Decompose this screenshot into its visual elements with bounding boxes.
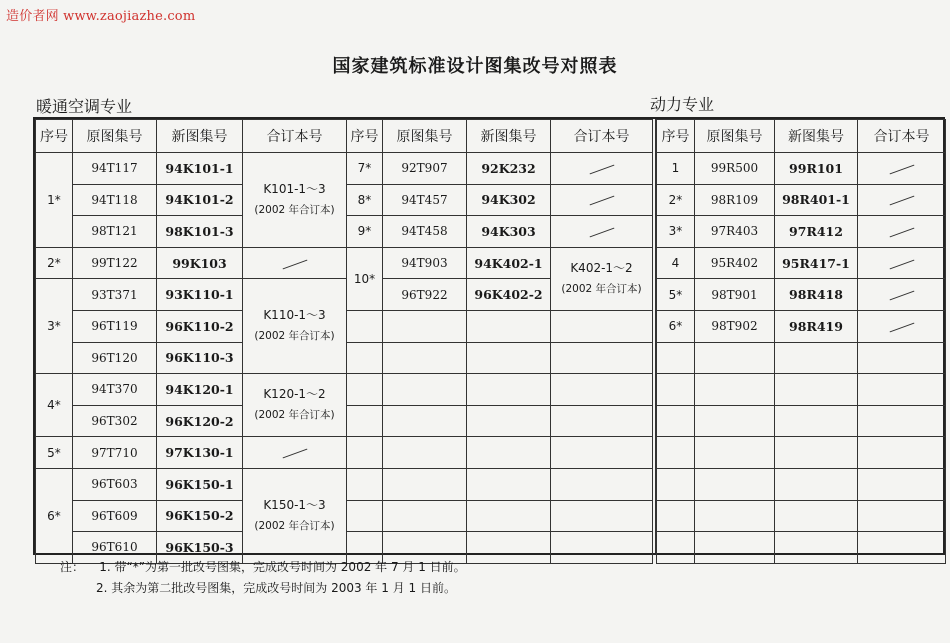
old-code: 96T120	[73, 342, 157, 374]
volume-number: K402-1～2	[570, 260, 633, 275]
empty-cell	[775, 532, 858, 564]
old-code: 94T457	[383, 184, 467, 216]
old-code: 94T458	[383, 216, 467, 248]
serial-number: 2*	[36, 247, 73, 279]
old-code: 93T371	[73, 279, 157, 311]
volume-cell	[551, 216, 653, 248]
header-new-code: 新图集号	[467, 120, 551, 153]
table-row	[657, 216, 946, 248]
empty-cell	[347, 342, 383, 374]
volume-number: K101-1～3	[263, 181, 326, 196]
empty-cell	[775, 437, 858, 469]
page-title: 国家建筑标准设计图集改号对照表	[332, 56, 618, 77]
volume-note: (2002 年合订本)	[561, 282, 642, 295]
empty-cell	[695, 342, 775, 374]
header-volume: 合订本号	[858, 120, 946, 153]
empty-cell	[467, 342, 551, 374]
header-serial: 序号	[36, 120, 73, 153]
table-row	[347, 153, 653, 185]
volume-cell	[551, 184, 653, 216]
empty-cell	[775, 374, 858, 406]
table-hvac-2	[346, 119, 653, 564]
new-code: 98K101-3	[157, 216, 243, 248]
volume-note: (2002 年合订本)	[254, 519, 335, 532]
empty-row	[657, 500, 946, 532]
empty-cell	[551, 405, 653, 437]
new-code: 96K150-2	[157, 500, 243, 532]
notes	[60, 557, 466, 599]
empty-cell	[347, 374, 383, 406]
empty-cell	[467, 437, 551, 469]
empty-cell	[657, 374, 695, 406]
old-code: 99T122	[73, 247, 157, 279]
table-row	[36, 153, 347, 185]
section-title-power: 动力专业	[650, 95, 715, 114]
empty-cell	[551, 310, 653, 342]
old-code: 94T117	[73, 153, 157, 185]
serial-number: 1*	[36, 153, 73, 248]
old-code: 96T302	[73, 405, 157, 437]
empty-slash-mark	[589, 228, 614, 238]
old-code: 98T901	[695, 279, 775, 311]
empty-cell	[551, 532, 653, 564]
empty-cell	[383, 374, 467, 406]
volume-cell	[858, 153, 946, 185]
empty-cell	[551, 468, 653, 500]
empty-cell	[551, 342, 653, 374]
new-code: 94K101-2	[157, 184, 243, 216]
new-code: 96K402-2	[467, 279, 551, 311]
empty-cell	[695, 532, 775, 564]
empty-row	[657, 437, 946, 469]
table-row	[36, 247, 347, 279]
empty-cell	[657, 500, 695, 532]
new-code: 95R417-1	[775, 247, 858, 279]
empty-row	[657, 342, 946, 374]
empty-cell	[383, 310, 467, 342]
header-old-code: 原图集号	[695, 120, 775, 153]
empty-row	[347, 468, 653, 500]
empty-cell	[657, 532, 695, 564]
old-code: 96T603	[73, 468, 157, 500]
empty-cell	[467, 310, 551, 342]
empty-cell	[467, 532, 551, 564]
empty-cell	[858, 500, 946, 532]
volume-cell	[243, 247, 347, 279]
new-code: 94K303	[467, 216, 551, 248]
empty-row	[657, 468, 946, 500]
empty-cell	[695, 468, 775, 500]
volume-cell	[551, 247, 653, 310]
new-code: 94K302	[467, 184, 551, 216]
empty-cell	[467, 500, 551, 532]
volume-note: (2002 年合订本)	[254, 203, 335, 216]
volume-cell	[243, 374, 347, 437]
empty-cell	[347, 310, 383, 342]
table-row	[36, 437, 347, 469]
old-code: 96T119	[73, 310, 157, 342]
new-code: 96K150-1	[157, 468, 243, 500]
empty-slash-mark	[889, 196, 914, 206]
empty-cell	[775, 468, 858, 500]
notes-label: 注：	[60, 560, 85, 574]
old-code: 97R403	[695, 216, 775, 248]
volume-number: K110-1～3	[263, 308, 326, 323]
new-code: 97R412	[775, 216, 858, 248]
table-row	[657, 310, 946, 342]
empty-slash-mark	[889, 291, 914, 301]
empty-cell	[551, 437, 653, 469]
serial-number: 1	[657, 153, 695, 185]
table-row	[36, 468, 347, 500]
header-new-code: 新图集号	[157, 120, 243, 153]
serial-number: 8*	[347, 184, 383, 216]
empty-cell	[858, 437, 946, 469]
table-row	[657, 184, 946, 216]
old-code: 98R109	[695, 184, 775, 216]
empty-cell	[467, 468, 551, 500]
comparison-sheet	[33, 117, 945, 555]
new-code: 96K110-2	[157, 310, 243, 342]
table-power	[656, 119, 946, 564]
old-code: 94T903	[383, 247, 467, 279]
volume-cell	[858, 310, 946, 342]
header-old-code: 原图集号	[383, 120, 467, 153]
empty-cell	[347, 437, 383, 469]
empty-row	[347, 405, 653, 437]
old-code: 98T902	[695, 310, 775, 342]
old-code: 98T121	[73, 216, 157, 248]
volume-cell	[858, 184, 946, 216]
section-title-hvac: 暖通空调专业	[36, 97, 133, 116]
empty-cell	[858, 342, 946, 374]
new-code: 94K120-1	[157, 374, 243, 406]
table-row	[347, 184, 653, 216]
old-code: 97T710	[73, 437, 157, 469]
serial-number: 10*	[347, 247, 383, 310]
volume-cell	[243, 279, 347, 374]
volume-cell	[858, 279, 946, 311]
old-code: 95R402	[695, 247, 775, 279]
new-code: 96K120-2	[157, 405, 243, 437]
new-code: 97K130-1	[157, 437, 243, 469]
volume-number: K120-1～2	[263, 387, 326, 402]
empty-row	[347, 500, 653, 532]
header-serial: 序号	[347, 120, 383, 153]
header-new-code: 新图集号	[775, 120, 858, 153]
new-code: 98R418	[775, 279, 858, 311]
empty-slash-mark	[889, 259, 914, 269]
empty-slash-mark	[589, 164, 614, 174]
empty-cell	[858, 405, 946, 437]
table-row	[36, 279, 347, 311]
volume-cell	[243, 437, 347, 469]
empty-row	[657, 532, 946, 564]
table-row	[657, 279, 946, 311]
new-code: 99R101	[775, 153, 858, 185]
empty-cell	[383, 468, 467, 500]
empty-row	[657, 405, 946, 437]
serial-number: 5*	[657, 279, 695, 311]
new-code: 94K402-1	[467, 247, 551, 279]
empty-row	[347, 374, 653, 406]
serial-number: 6*	[657, 310, 695, 342]
note-1: 1. 带“*”为第一批改号图集，完成改号时间为 2002 年 7 月 1 日前。	[99, 560, 466, 574]
table-hvac-1	[35, 119, 347, 564]
empty-cell	[695, 405, 775, 437]
empty-slash-mark	[889, 228, 914, 238]
empty-slash-mark	[282, 259, 307, 269]
table-row	[347, 216, 653, 248]
serial-number: 2*	[657, 184, 695, 216]
new-code: 98R401-1	[775, 184, 858, 216]
new-code: 93K110-1	[157, 279, 243, 311]
empty-cell	[467, 374, 551, 406]
empty-cell	[695, 500, 775, 532]
table-separator	[652, 119, 656, 553]
empty-cell	[657, 405, 695, 437]
empty-cell	[347, 468, 383, 500]
empty-cell	[775, 405, 858, 437]
serial-number: 9*	[347, 216, 383, 248]
volume-cell	[551, 153, 653, 185]
volume-cell	[858, 247, 946, 279]
table-row	[657, 153, 946, 185]
empty-slash-mark	[889, 322, 914, 332]
new-code: 94K101-1	[157, 153, 243, 185]
empty-slash-mark	[282, 449, 307, 459]
header-serial: 序号	[657, 120, 695, 153]
empty-row	[657, 374, 946, 406]
serial-number: 4	[657, 247, 695, 279]
volume-cell	[858, 216, 946, 248]
volume-cell	[243, 468, 347, 563]
header-old-code: 原图集号	[73, 120, 157, 153]
new-code: 96K150-3	[157, 532, 243, 564]
note-2: 2. 其余为第二批改号图集，完成改号时间为 2003 年 1 月 1 日前。	[96, 581, 456, 595]
volume-cell	[243, 153, 347, 248]
old-code: 96T922	[383, 279, 467, 311]
new-code: 92K232	[467, 153, 551, 185]
table-row	[347, 247, 653, 279]
serial-number: 4*	[36, 374, 73, 437]
empty-cell	[383, 437, 467, 469]
volume-number: K150-1～3	[263, 497, 326, 512]
volume-note: (2002 年合订本)	[254, 330, 335, 343]
empty-cell	[657, 468, 695, 500]
empty-cell	[551, 374, 653, 406]
old-code: 94T118	[73, 184, 157, 216]
old-code: 96T610	[73, 532, 157, 564]
header-volume: 合订本号	[243, 120, 347, 153]
table-row	[657, 247, 946, 279]
empty-row	[347, 342, 653, 374]
old-code: 94T370	[73, 374, 157, 406]
site-watermark: 造价者网 www.zaojiazhe.com	[6, 9, 196, 24]
empty-slash-mark	[889, 164, 914, 174]
empty-cell	[858, 468, 946, 500]
serial-number: 3*	[657, 216, 695, 248]
empty-cell	[657, 342, 695, 374]
empty-slash-mark	[589, 196, 614, 206]
serial-number: 5*	[36, 437, 73, 469]
empty-cell	[657, 437, 695, 469]
empty-cell	[347, 405, 383, 437]
new-code: 96K110-3	[157, 342, 243, 374]
empty-cell	[347, 500, 383, 532]
empty-row	[347, 310, 653, 342]
serial-number: 3*	[36, 279, 73, 374]
empty-row	[347, 437, 653, 469]
empty-cell	[383, 342, 467, 374]
volume-note: (2002 年合订本)	[254, 409, 335, 422]
old-code: 92T907	[383, 153, 467, 185]
serial-number: 7*	[347, 153, 383, 185]
empty-cell	[775, 500, 858, 532]
empty-cell	[775, 342, 858, 374]
empty-cell	[858, 532, 946, 564]
empty-cell	[858, 374, 946, 406]
empty-cell	[695, 437, 775, 469]
empty-cell	[551, 500, 653, 532]
new-code: 99K103	[157, 247, 243, 279]
empty-cell	[383, 405, 467, 437]
empty-cell	[467, 405, 551, 437]
header-volume: 合订本号	[551, 120, 653, 153]
serial-number: 6*	[36, 468, 73, 563]
table-row	[36, 374, 347, 406]
old-code: 99R500	[695, 153, 775, 185]
new-code: 98R419	[775, 310, 858, 342]
old-code: 96T609	[73, 500, 157, 532]
empty-cell	[383, 500, 467, 532]
empty-cell	[695, 374, 775, 406]
